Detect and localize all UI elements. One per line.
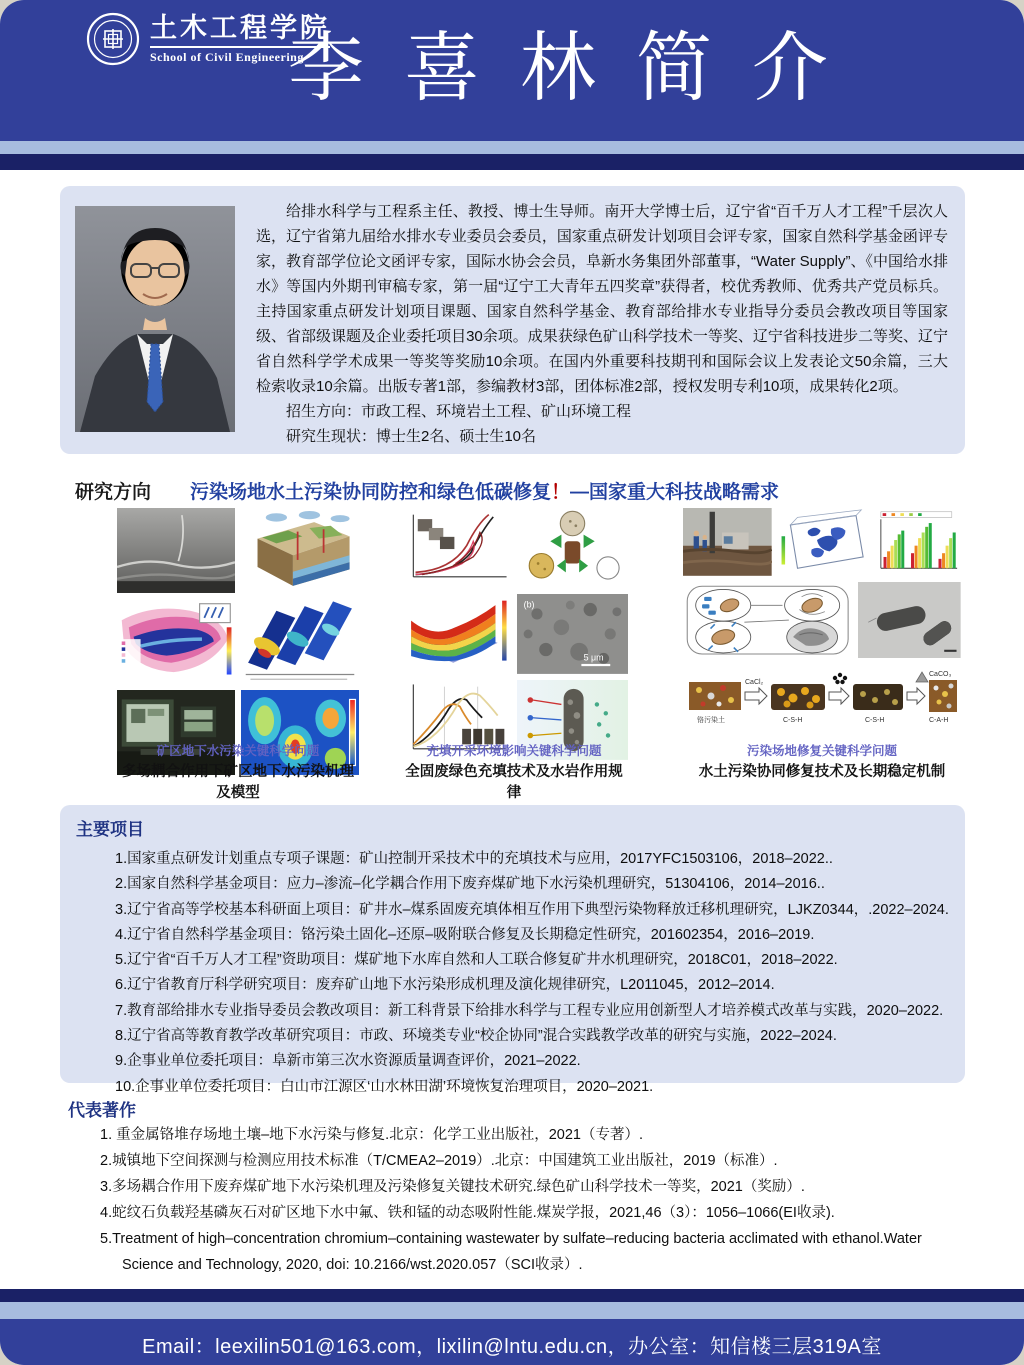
panel-caption: 全固废绿色充填技术及水岩作用规律 (405, 764, 623, 801)
publication-item: 1. 重金属铬堆存场地土壤–地下水污染与修复.北京：化学工业出版社，2021（专著）. (100, 1127, 643, 1143)
solidification-process-flow (683, 664, 961, 736)
research-headline-main: 污染场地水土污染协同防控和绿色低碳修复 (190, 482, 552, 503)
contact-info: Email：leexilin501@163.com，lixilin@lntu.edu.cn，办公室：知信楼三层319A室 (142, 1336, 882, 1358)
divider-stripe-light (0, 141, 1024, 154)
school-seal-icon (86, 12, 140, 66)
svg-text:(b): (b) (523, 599, 535, 610)
publications-title: 代表著作 (68, 1101, 136, 1120)
project-item: 3.辽宁省高等学校基本科研面上项目：矿井水–煤系固废充填体相互作用下典型污染物释放迁移机理研究，LJKZ0344，.2022–2024. (115, 901, 949, 918)
projects-title: 主要项目 (76, 820, 144, 839)
removal-rate-bar-chart (872, 508, 961, 576)
students-line: 研究生现状：博士生2名、硕士生10名 (286, 428, 537, 445)
research-direction-label: 研究方向 (75, 482, 152, 503)
project-item: 4.辽宁省自然科学基金项目：铬污染土固化–还原–吸附联合修复及长期稳定性研究，201602354，2016–2019. (115, 926, 815, 943)
page-title: 李喜林简介 (288, 23, 868, 112)
drilling-site-photo (683, 508, 772, 576)
svg-text:CaCl₂: CaCl₂ (745, 679, 764, 686)
research-panel-remediation (683, 508, 961, 781)
school-name-en: School of Civil Engineering (150, 46, 330, 65)
panel-subtitle: 污染场地修复关键科学问题 (746, 744, 897, 758)
projects-section (60, 805, 965, 1095)
3d-surface-plot (400, 594, 511, 674)
collage-mine-groundwater (117, 508, 359, 736)
publication-item: 5.Treatment of high–concentration chromium–containing wastewater by sulfate–reducing bacteria acclimated with ethanol.Water Science and Technology, 2020, doi: 10.2166/wst.2020.057（SCI收录）. (100, 1231, 922, 1273)
research-headline-tail: —国家重大科技战略需求 (570, 482, 780, 503)
geological-map (117, 599, 235, 684)
svg-text:C-S-H: C-S-H (783, 717, 803, 724)
research-panel-backfill (400, 508, 628, 802)
project-item: 8.辽宁省高等教育教学改革研究项目：市政、环境类专业“校企协同”混合实践教学改革的研究与实施，2022–2024. (115, 1028, 837, 1045)
research-panel-mine (117, 508, 359, 802)
tem-micrograph (858, 582, 961, 658)
research-headline-exclaim: ！ (551, 482, 571, 503)
profile-photo (75, 206, 235, 432)
mineral-microbe-schematic (683, 582, 852, 658)
project-item: 2.国家自然科学基金项目：应力–渗流–化学耦合作用下废弃煤矿地下水污染机理研究，51304106，2014–2016.. (115, 876, 825, 893)
research-headline (190, 477, 779, 504)
particle-size-curves-chart (400, 508, 511, 588)
open-pit-mine-photo (117, 508, 235, 593)
project-item: 5.辽宁省“百千万人才工程”资助项目：煤矿地下水库自然和人工联合修复矿井水机理研究，2018C01，2018–2022. (115, 952, 838, 969)
3d-slices-model (241, 599, 359, 684)
project-item: 7.教育部给排水专业指导委员会教改项目：新工科背景下给排水科学与工程专业应用创新型人才培养模式改革与实践，2020–2022. (115, 1002, 944, 1019)
svg-text:5 μm: 5 μm (583, 652, 604, 663)
divider-stripe-light (0, 1302, 1024, 1319)
project-item: 10.企事业单位委托项目：白山市江源区‘山水林田湖’环境恢复治理项目，2020–2021. (115, 1078, 654, 1095)
svg-text:CaCO₃: CaCO₃ (929, 671, 952, 678)
panel-subtitle: 矿区地下水污染关键科学问题 (156, 744, 320, 758)
divider-stripe-navy (0, 1289, 1024, 1302)
panel-caption: 水土污染协同修复技术及长期稳定机制 (698, 764, 946, 780)
publication-item: 3.多场耦合作用下废弃煤矿地下水污染机理及污染修复关键技术研究.绿色矿山科学技术一等奖，2021（奖励）. (100, 1179, 805, 1195)
divider-stripe-navy (0, 154, 1024, 170)
geology-block-diagram (241, 508, 359, 593)
materials-cycle-schematic (517, 508, 628, 588)
panel-subtitle: 充填开采环境影响关键科学问题 (426, 744, 602, 758)
collage-backfill-mining (400, 508, 628, 736)
svg-text:铬污染土: 铬污染土 (697, 717, 725, 724)
project-item: 6.辽宁省教育厅科学研究项目：废弃矿山地下水污染形成机理及演化规律研究，L2011045，2012–2014. (115, 977, 775, 994)
footer-banner (0, 1319, 1024, 1365)
profile-section (60, 186, 965, 454)
project-item: 1.国家重点研发计划重点专项子课题：矿山控制开采技术中的充填技术与应用，2017YFC1503106，2018–2022.. (115, 851, 833, 867)
publications-list (100, 1122, 948, 1278)
collage-site-remediation (683, 508, 961, 736)
enrollment-line: 招生方向：市政工程、环境岩土工程、矿山环境工程 (286, 403, 632, 420)
bio-text (256, 199, 948, 449)
sem-micrograph (517, 594, 628, 674)
svg-text:C-A-H: C-A-H (929, 717, 949, 724)
bio-paragraph: 给排水科学与工程系主任、教授、博士生导师。南开大学博士后，辽宁省“百千万人才工程”千层次人选，辽宁省第九届给水排水专业委员会委员，国家重点研发计划项目会评专家，国家自然科学基金函评专家，教育部学位论文函评专家，国际水协会会员，阜新水务集团外部董事，“Water Supply”、《中国给水排水》等国内外期刊审稿专家，第一届“辽宁工大青年五四奖章”获得者，校优秀教师、优秀共产党员标兵。主持国家重点研发计划项目课题、国家自然科学基金、教育部给排水专业指导分委员会教改项目等国家级、省部级课题及企业委托项目30余项。成果获绿色矿山科学技术一等奖、辽宁省科技进步二等奖、辽宁省自然科学学术成果一等奖等奖励10余项。在国内外重要科技期刊和国际会议上发表论文50余篇，三大检索收录10余篇。出版专著1部，参编教材3部，团体标准2部，授权发明专利10项，成果转化2项。 (256, 203, 948, 395)
panel-caption: 多场耦合作用下矿区地下水污染机理及模型 (122, 764, 354, 801)
publication-item: 2.城镇地下空间探测与检测应用技术标准（T/CMEA2–2019）.北京：中国建筑工业出版社，2019（标准）. (100, 1153, 778, 1169)
svg-text:C-S-H: C-S-H (865, 717, 885, 724)
projects-list (115, 847, 953, 1100)
plume-3d-model (778, 508, 867, 576)
publication-item: 4.蛇纹石负载羟基磷灰石对矿区地下水中氟、铁和锰的动态吸附性能.煤炭学报，2021,46（3）：1056–1066(EI收录). (100, 1205, 835, 1221)
header-banner (0, 0, 1024, 141)
project-item: 9.企事业单位委托项目：阜新市第三次水资源质量调查评价，2021–2022. (115, 1053, 581, 1070)
school-name-cn: 土木工程学院 (150, 12, 330, 44)
